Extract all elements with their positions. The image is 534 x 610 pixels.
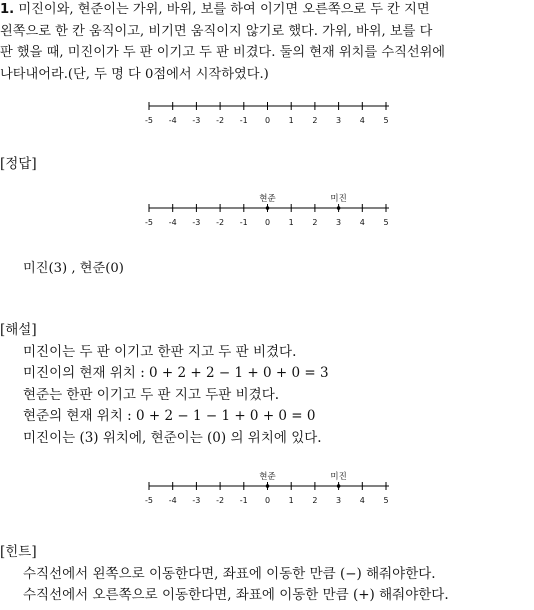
tick-label: 4 [359,218,365,227]
tick-label: 3 [336,218,342,227]
question-line-4: 나타내어라.(단, 두 명 다 0점에서 시작하였다.) [0,66,269,82]
tick-label: 5 [383,218,389,227]
tick-label: -4 [168,116,177,125]
position-label: 미진 [330,194,347,204]
hint-block [0,542,534,607]
explanation-line-1: 미진이는 두 판 이기고 한판 지고 두 판 비겼다. [23,343,297,360]
tick-label: 0 [264,116,271,125]
question-line-1 [0,0,534,21]
tick-label: 2 [312,496,318,505]
tick-label: -1 [239,496,248,505]
position-dot [266,484,270,488]
answer-text-wrap [0,258,534,280]
question-line-3: 판 했을 때, 미진이가 두 판 이기고 두 판 비겼다. 둘의 현재 위치를 수직선위에 [0,45,446,60]
tick-label: 1 [288,496,294,505]
explanation-line-2: 미진이의 현재 위치 : 0 + 2 + 2 − 1 + 0 + 0 = 3 [23,365,329,381]
hint-line-1: 수직선에서 왼쪽으로 이동한다면, 좌표에 이동한 만큼 (−) 해줘야한다. [23,565,436,582]
explanation-header: [해설] [0,322,37,338]
answer-number-line [0,188,534,236]
answer-text: 미진(3) , 현준(0) [23,261,124,276]
explanation-line-3: 현준는 한판 이기고 두 판 지고 두판 비겼다. [23,386,280,403]
position-label: 현준 [259,472,276,482]
tick-label: -3 [192,218,201,227]
tick-label: 0 [264,496,271,505]
question-number: 1. [0,2,15,17]
tick-label: 5 [383,116,389,125]
explanation-line-4: 현준의 현재 위치 : 0 + 2 − 1 − 1 + 0 + 0 = 0 [23,408,316,424]
tick-label: 1 [288,218,294,227]
tick-label: 5 [383,496,389,505]
tick-label: -1 [239,116,248,125]
position-dot [266,206,270,210]
position-label: 현준 [259,194,276,204]
tick-label: -2 [216,116,225,125]
tick-label: -4 [168,218,177,227]
tick-label: -2 [216,218,225,227]
tick-label: -2 [216,496,225,505]
tick-label: -5 [145,496,153,505]
tick-label: 2 [312,116,318,125]
answer-header-wrap [0,154,534,176]
tick-label: 4 [359,116,365,125]
tick-label: -4 [168,496,177,505]
hint-line-2: 수직선에서 오른쪽으로 이동한다면, 좌표에 이동한 만큼 (+) 해줘야한다. [23,587,449,603]
question-text-1: 미진이와, 현준이는 가위, 바위, 보를 하여 이기면 오른쪽으로 두 칸 지면 [18,2,430,17]
tick-label: -3 [192,496,201,505]
explanation-line-5: 미진이는 (3) 위치에, 현준이는 (0) 의 위치에 있다. [23,429,322,446]
hint-header: [힌트] [0,544,37,560]
explanation-number-line [0,466,534,514]
tick-label: 4 [359,496,365,505]
position-dot [337,484,341,488]
question-number-line [0,98,534,138]
tick-label: 0 [264,218,271,227]
question-block [0,0,534,85]
tick-label: -1 [239,218,248,227]
tick-label: 1 [288,116,294,125]
tick-label: 2 [312,218,318,227]
position-label: 미진 [330,472,347,482]
tick-label: 3 [336,116,342,125]
position-dot [337,206,341,210]
tick-label: -5 [145,218,153,227]
tick-label: -3 [192,116,201,125]
tick-label: 3 [336,496,342,505]
answer-header: [정답] [0,156,37,172]
explanation-block [0,320,534,449]
question-line-2: 왼쪽으로 한 칸 움직이고, 비기면 움직이지 않기로 했다. 가위, 바위, 보를 다 [0,23,433,39]
tick-label: -5 [145,116,153,125]
